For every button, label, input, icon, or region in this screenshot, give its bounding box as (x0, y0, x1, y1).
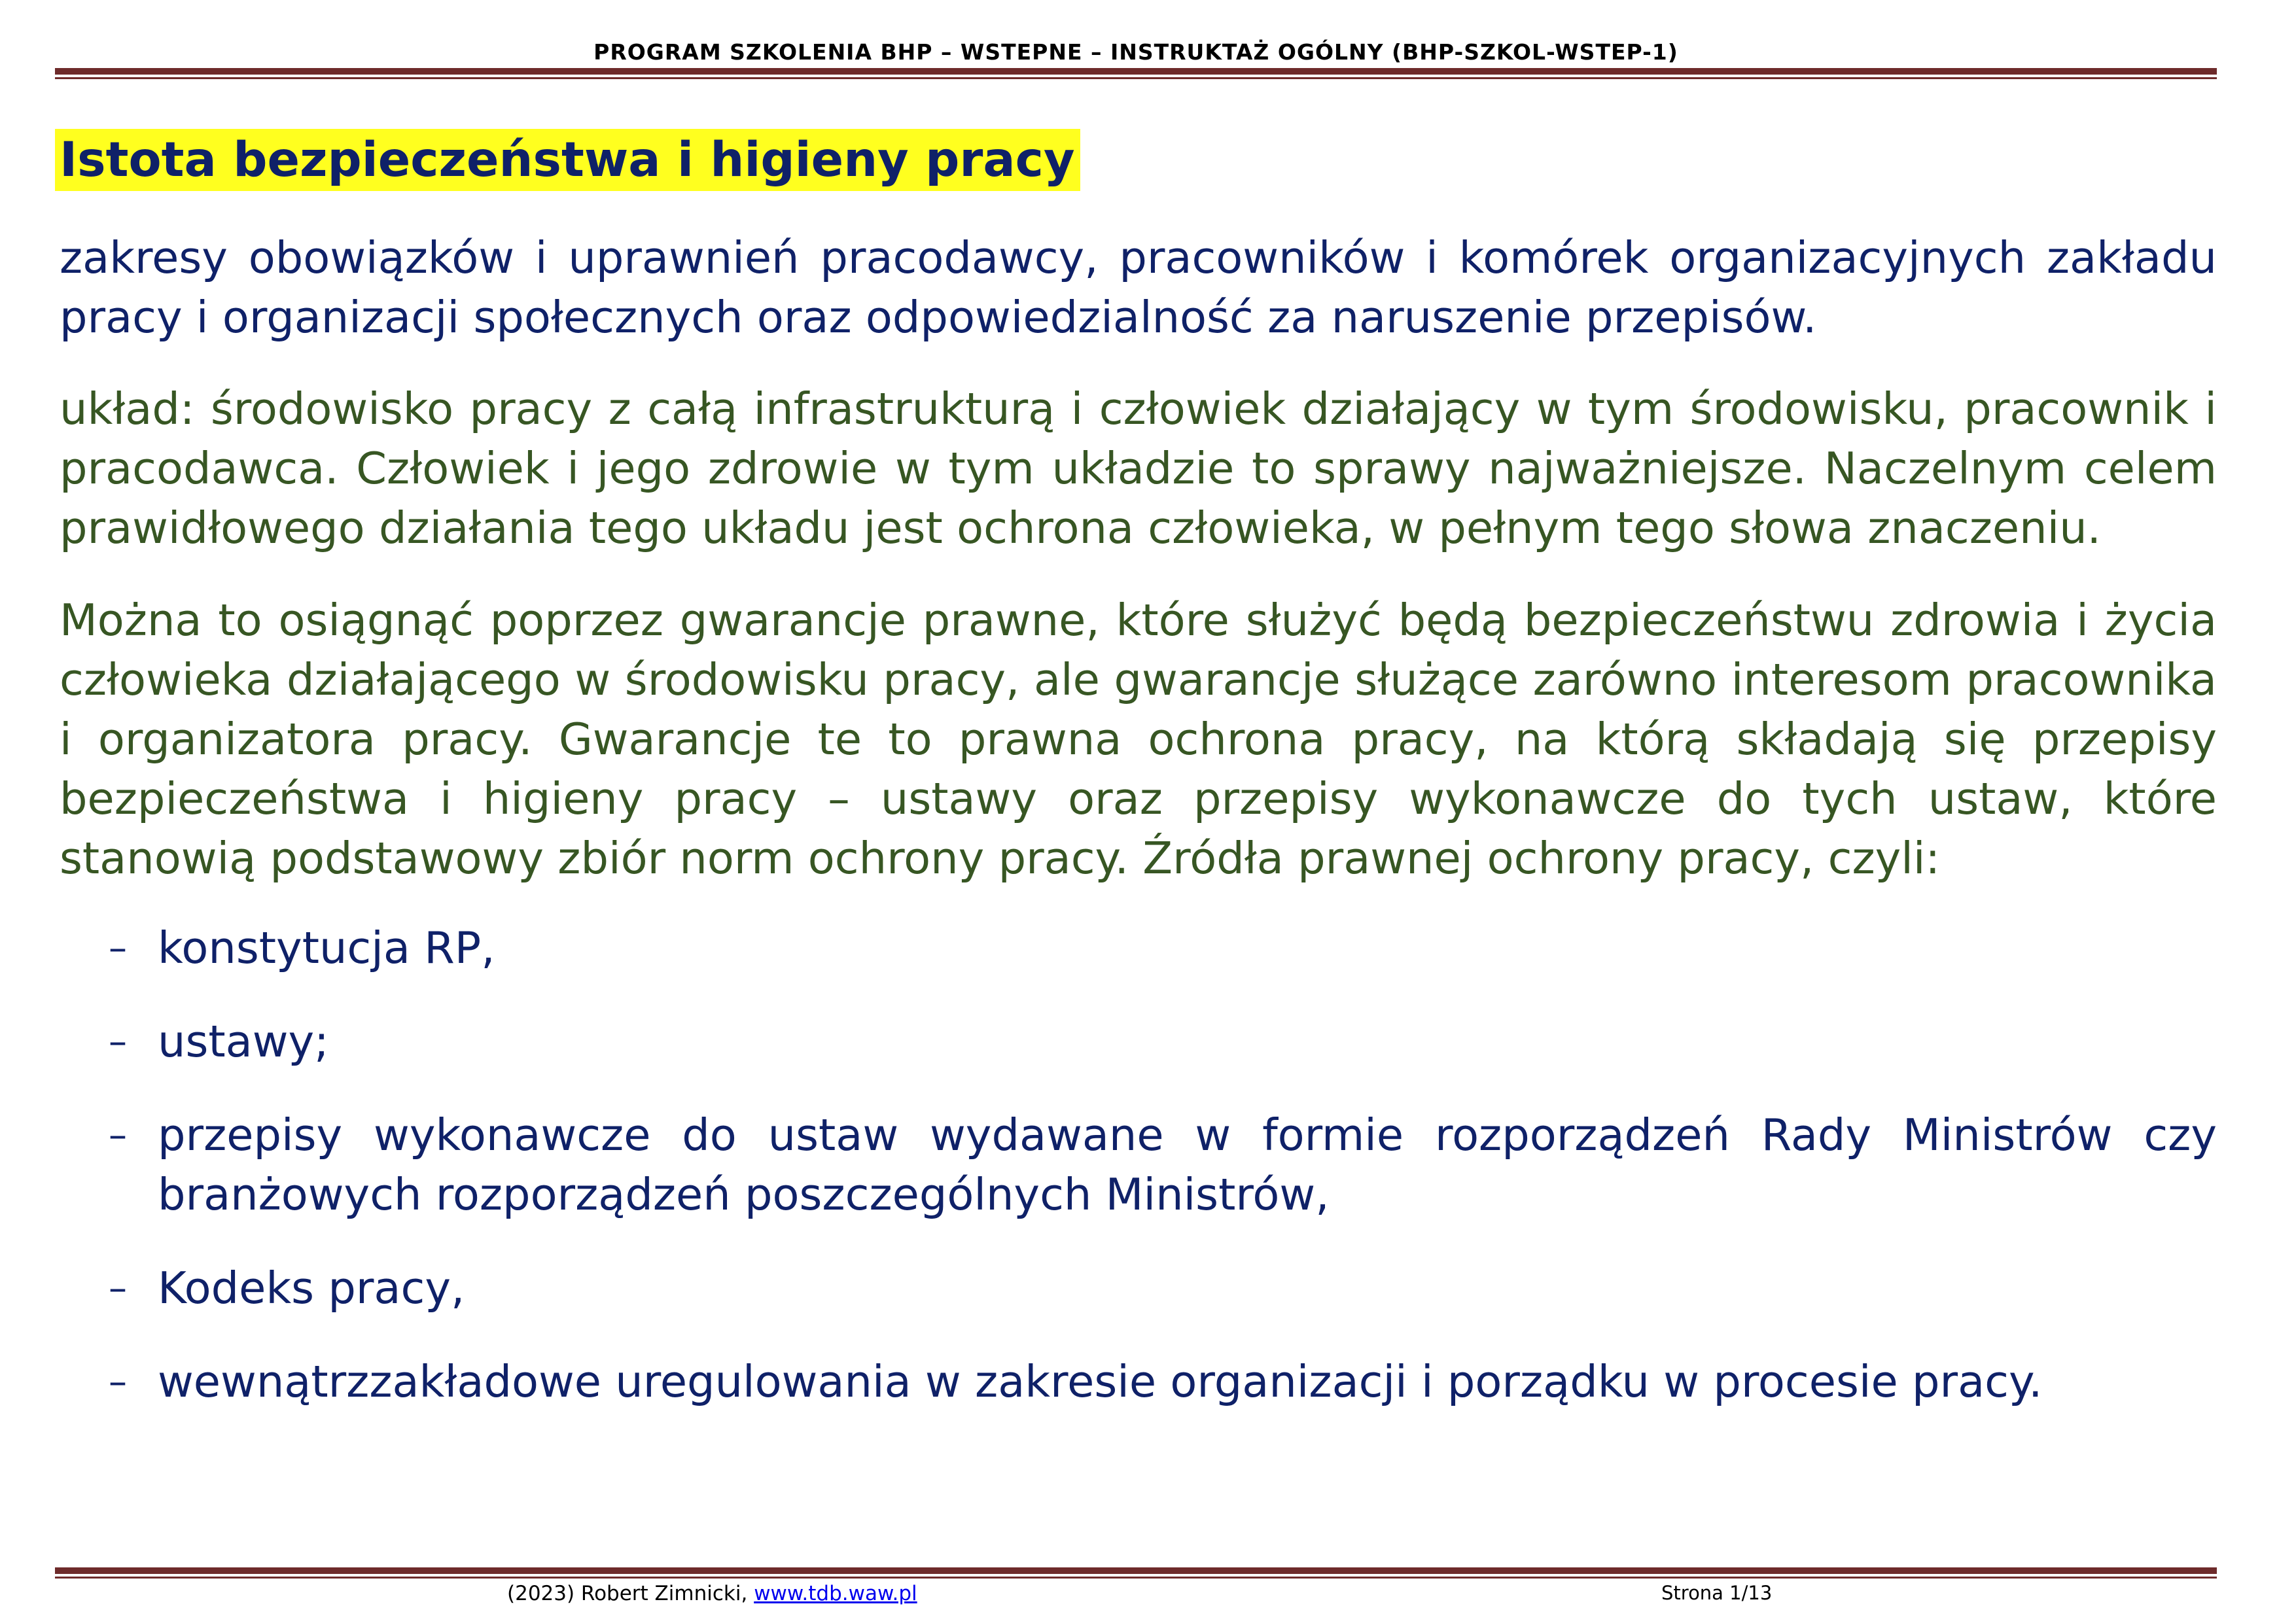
list-dash-marker: – (109, 927, 127, 969)
list-item (109, 1352, 2217, 1412)
footer-author (507, 1582, 917, 1605)
legal-sources-list (109, 918, 2217, 1446)
header-rule-thin (55, 77, 2217, 79)
list-item (109, 1012, 2217, 1072)
footer-rule-thin (55, 1577, 2217, 1579)
list-dash-marker: – (109, 1114, 127, 1157)
footer-website-link[interactable]: www.tdb.waw.pl (754, 1582, 917, 1605)
list-item-text: przepisy wykonawcze do ustaw wydawane w formie rozporządzeń Rady Ministrów czy branżowych rozporządzeń poszczególnych Ministrów, (158, 1109, 2217, 1220)
footer-author-text: (2023) Robert Zimnicki, (507, 1582, 748, 1605)
list-item-text: Kodeks pracy, (158, 1263, 465, 1314)
paragraph-legal-guarantees: Można to osiągnąć poprzez gwarancje prawne, które służyć będą bezpieczeństwu zdrowia i życia człowieka działającego w środowisku pracy, ale gwarancje służące zarówno interesom pracownika i organizatora pracy. Gwarancje te to prawna ochrona pracy, na którą składają się przepisy bezpieczeństwa i higieny pracy – ustawy oraz przepisy wykonawcze do tych ustaw, które stanowią podstawowy zbiór norm ochrony pracy. Źródła prawnej ochrony pracy, czyli: (60, 595, 2217, 884)
list-dash-marker: – (109, 1361, 127, 1403)
footer-page-number: Strona 1/13 (1661, 1582, 1773, 1604)
list-dash-marker: – (109, 1267, 127, 1310)
footer-rule-thick (55, 1567, 2217, 1574)
header-rule-thick (55, 68, 2217, 75)
list-item (109, 1106, 2217, 1225)
paragraph-system: układ: środowisko pracy z całą infrastrukturą i człowiek działający w tym środowisku, pracownik i pracodawca. Człowiek i jego zdrowie w tym układzie to sprawy najważniejsze. Naczelnym celem prawidłowego działania tego układu jest ochrona człowieka, w pełnym tego słowa znaczeniu. (60, 383, 2217, 553)
section-heading: Istota bezpieczeństwa i higieny pracy (55, 129, 1080, 191)
list-dash-marker: – (109, 1021, 127, 1063)
list-item-text: ustawy; (158, 1016, 329, 1067)
paragraph-responsibilities: zakresy obowiązków i uprawnień pracodawcy, pracowników i komórek organizacyjnych zakładu pracy i organizacji społecznych oraz odpowiedzialność za naruszenie przepisów. (60, 232, 2217, 343)
document-header-title: PROGRAM SZKOLENIA BHP – WSTEPNE – INSTRUKTAŻ OGÓLNY (BHP-SZKOL-WSTEP-1) (593, 39, 1678, 65)
list-item-text: konstytucja RP, (158, 922, 495, 973)
list-item (109, 918, 2217, 978)
list-item (109, 1259, 2217, 1318)
list-item-text: wewnątrzzakładowe uregulowania w zakresie organizacji i porządku w procesie pracy. (158, 1356, 2043, 1407)
